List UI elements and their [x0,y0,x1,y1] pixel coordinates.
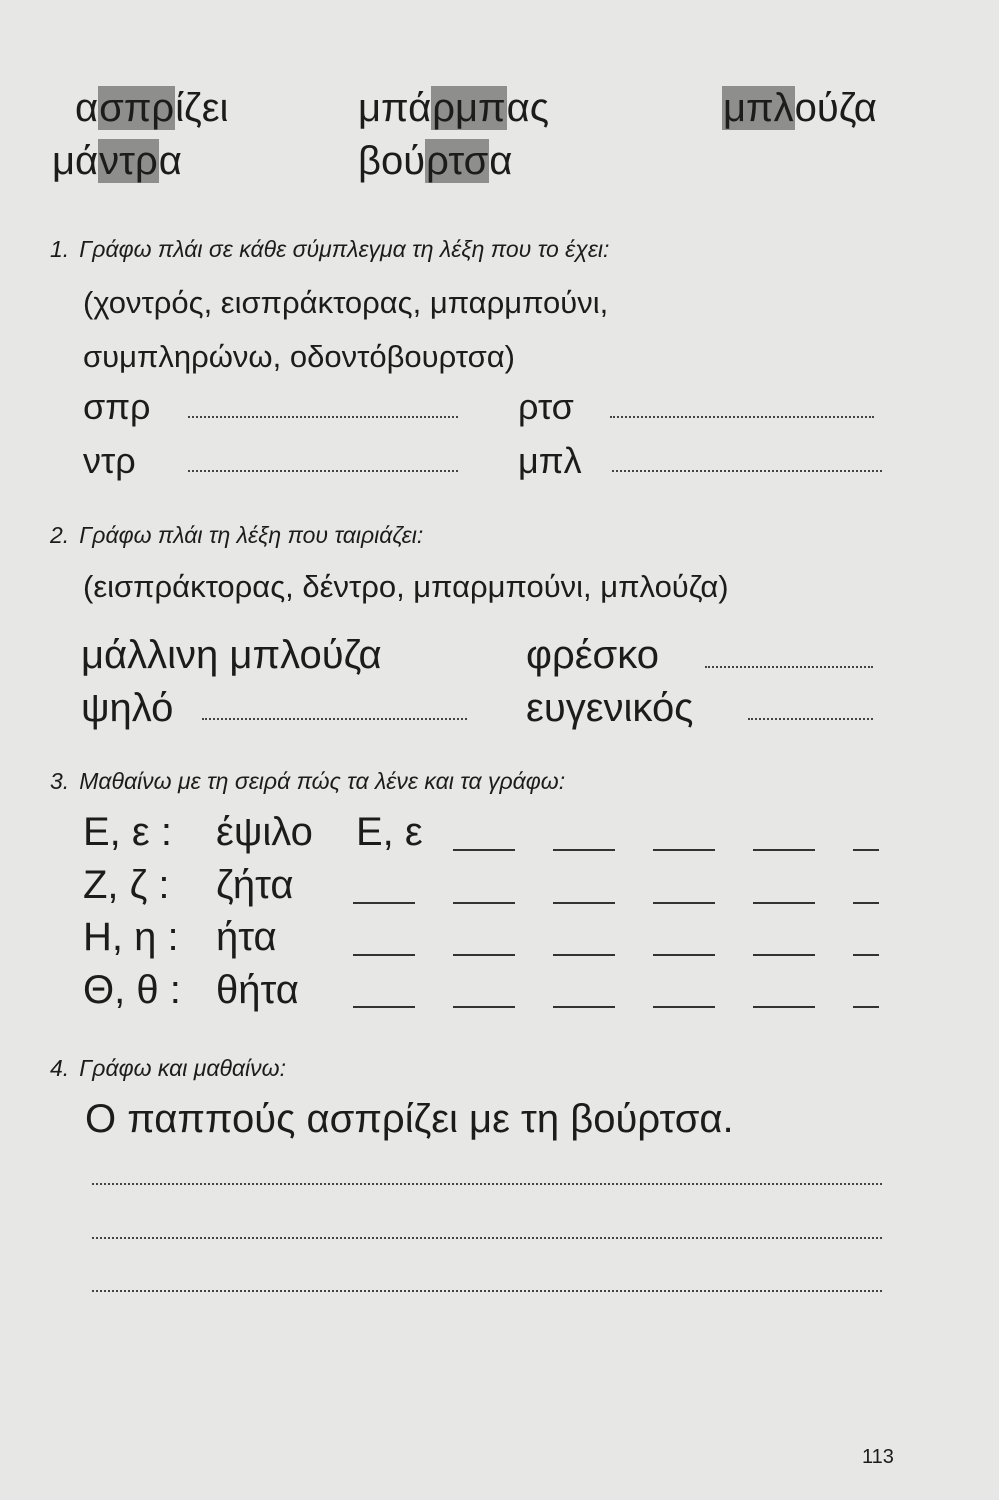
letter-copy-epsilon: Ε, ε [356,810,423,854]
answer-line-psilo[interactable] [202,718,467,720]
word-part: μπά [358,86,432,130]
exercise-1-word-list-line-1: (χοντρός, εισπράκτορας, μπαρμπούνι, [83,285,609,320]
write-blank[interactable] [553,849,615,851]
write-blank[interactable] [553,954,615,956]
write-blank[interactable] [853,849,879,851]
exercise-2-instruction [50,520,423,550]
highlighted-cluster: μπλ [723,86,794,130]
answer-line-rts[interactable] [610,416,874,418]
highlighted-cluster: ρμπ [432,86,506,130]
word-part: βού [358,139,426,183]
write-blank[interactable] [653,954,715,956]
highlighted-cluster: ντρ [99,139,158,183]
instruction-text: Μαθαίνω με τη σειρά πώς τα λένε και τα γράφω: [79,768,566,794]
instruction-text: Γράφω πλάι τη λέξη που ταιριάζει: [79,522,424,548]
copy-sentence: Ο παππούς ασπρίζει με τη βούρτσα. [85,1097,734,1141]
header-word-barbas [358,84,549,132]
write-blank[interactable] [453,954,515,956]
writing-line[interactable] [92,1183,882,1185]
word-part: α [158,139,182,183]
cluster-label-spr: σπρ [83,386,151,427]
instruction-text: Γράφω πλάι σε κάθε σύμπλεγμα τη λέξη που το έχει: [79,236,610,262]
answer-line-evgenikos[interactable] [748,718,873,720]
write-blank[interactable] [653,902,715,904]
highlighted-cluster: ρτσ [426,139,489,183]
cluster-label-rts: ρτσ [518,386,574,427]
letter-name-theta: θήτα [216,968,299,1012]
write-blank[interactable] [853,954,879,956]
letter-pair-zeta: Ζ, ζ : [83,863,170,907]
adjective-fresko: φρέσκο [526,633,659,677]
answer-line-ntr[interactable] [188,470,458,472]
exercise-1-word-list-line-2: συμπληρώνω, οδοντόβουρτσα) [83,339,515,374]
write-blank[interactable] [753,902,815,904]
adjective-evgenikos: ευγενικός [526,686,694,730]
header-word-vourtsa [358,137,512,185]
write-blank[interactable] [853,1006,879,1008]
write-blank[interactable] [553,1006,615,1008]
example-phrase: μάλλινη μπλούζα [81,633,382,677]
answer-line-mpl[interactable] [612,470,882,472]
letter-pair-epsilon: Ε, ε : [83,810,172,854]
exercise-number: 4. [50,1055,70,1081]
page-number: 113 [862,1446,894,1468]
exercise-2-word-list: (εισπράκτορας, δέντρο, μπαρμπούνι, μπλούζα) [83,569,729,604]
header-word-blouza [722,84,877,132]
exercise-3-instruction [50,766,565,796]
letter-pair-eta: Η, η : [83,915,179,959]
write-blank[interactable] [353,902,415,904]
header-word-mantra [52,137,182,185]
writing-line[interactable] [92,1237,882,1239]
word-part: ίζει [175,86,229,130]
write-blank[interactable] [853,902,879,904]
writing-line[interactable] [92,1290,882,1292]
exercise-number: 3. [50,768,70,794]
write-blank[interactable] [553,902,615,904]
write-blank[interactable] [653,849,715,851]
word-part: ας [506,86,550,130]
cluster-label-mpl: μπλ [518,440,582,481]
exercise-number: 1. [50,236,70,262]
letter-pair-theta: Θ, θ : [83,968,181,1012]
letter-name-zeta: ζήτα [216,863,294,907]
header-word-asprizei [75,84,228,132]
write-blank[interactable] [653,1006,715,1008]
word-part: α [489,139,513,183]
cluster-label-ntr: ντρ [83,440,136,481]
write-blank[interactable] [753,1006,815,1008]
word-part: ούζα [794,86,877,130]
word-part: μά [52,139,99,183]
write-blank[interactable] [353,1006,415,1008]
letter-name-eta: ήτα [216,915,277,959]
write-blank[interactable] [753,849,815,851]
write-blank[interactable] [353,954,415,956]
exercise-number: 2. [50,522,70,548]
write-blank[interactable] [453,849,515,851]
word-part: α [75,86,99,130]
exercise-4-instruction [50,1053,286,1083]
answer-line-spr[interactable] [188,416,458,418]
adjective-psilo: ψηλό [81,686,174,730]
write-blank[interactable] [453,902,515,904]
instruction-text: Γράφω και μαθαίνω: [79,1055,286,1081]
write-blank[interactable] [753,954,815,956]
highlighted-cluster: σπρ [99,86,175,130]
exercise-1-instruction [50,234,609,264]
letter-name-epsilon: έψιλο [216,810,313,854]
answer-line-fresko[interactable] [705,666,873,668]
write-blank[interactable] [453,1006,515,1008]
